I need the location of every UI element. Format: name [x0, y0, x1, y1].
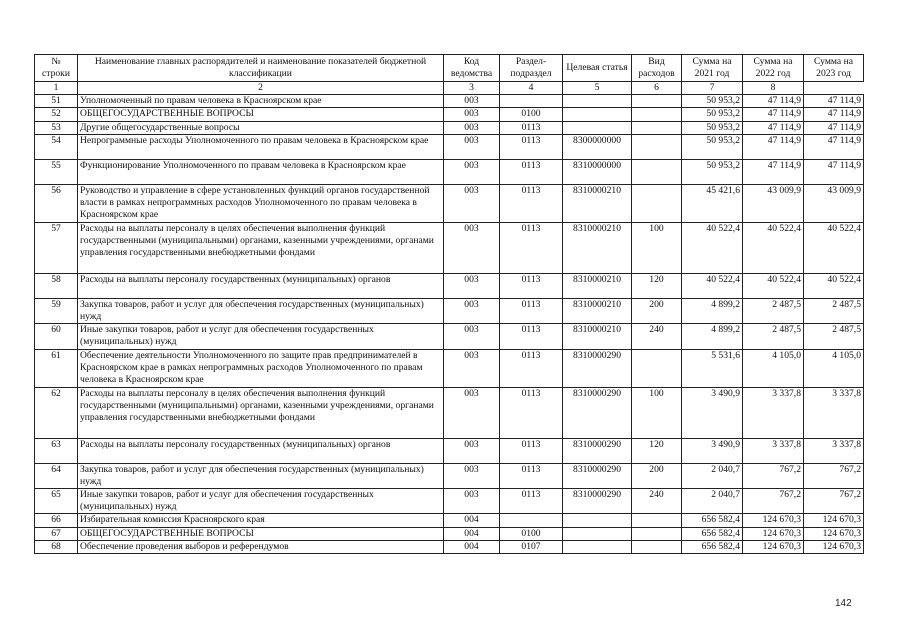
cell-name: Расходы на выплаты персоналу государственных (муниципальных) органов	[78, 273, 444, 298]
cell-sum-2023: 47 114,9	[804, 134, 864, 159]
table-row	[35, 349, 864, 387]
cell-dept: 003	[444, 489, 500, 514]
cell-section: 0107	[500, 540, 563, 553]
cell-sum-2023: 47 114,9	[804, 121, 864, 134]
cell-row-no: 64	[35, 463, 78, 488]
cell-section: 0113	[500, 159, 563, 184]
header-sum-2021: Сумма на 2021 год	[682, 55, 743, 82]
cell-name: Закупка товаров, работ и услуг для обеспечения государственных (муниципальных) нужд	[78, 463, 444, 488]
cell-row-no: 57	[35, 222, 78, 273]
cell-sum-2023: 3 337,8	[804, 387, 864, 438]
table-body	[35, 95, 864, 554]
cell-row-no: 53	[35, 121, 78, 134]
cell-type	[632, 514, 682, 527]
cell-row-no: 63	[35, 438, 78, 463]
cell-row-no: 55	[35, 159, 78, 184]
cell-dept: 003	[444, 349, 500, 387]
cell-sum-2022: 2 487,5	[743, 324, 804, 349]
cell-name: Другие общегосударственные вопросы	[78, 121, 444, 134]
cell-sum-2021: 4 899,2	[682, 324, 743, 349]
cell-sum-2022: 124 670,3	[743, 514, 804, 527]
cell-type	[632, 95, 682, 108]
cell-type: 200	[632, 463, 682, 488]
cell-dept: 003	[444, 159, 500, 184]
cell-dept: 004	[444, 540, 500, 553]
cell-target	[563, 108, 632, 121]
cell-sum-2021: 3 490,9	[682, 438, 743, 463]
cell-row-no: 60	[35, 324, 78, 349]
cell-dept: 003	[444, 463, 500, 488]
table-row	[35, 387, 864, 438]
cell-sum-2022: 767,2	[743, 463, 804, 488]
cell-target	[563, 95, 632, 108]
cell-section: 0113	[500, 438, 563, 463]
header-target-article: Целевая статья	[563, 55, 632, 82]
cell-sum-2022: 47 114,9	[743, 134, 804, 159]
header-dept-code: Код ведомства	[444, 55, 500, 82]
column-number: 2	[78, 82, 444, 95]
table-row	[35, 273, 864, 298]
cell-name: Руководство и управление в сфере установленных функций органов государственной власти в рамках непрограммных расходов Уполномоченного по правам человека в Красноярском крае	[78, 184, 444, 222]
table-row	[35, 540, 864, 553]
table-row	[35, 324, 864, 349]
cell-section: 0113	[500, 324, 563, 349]
cell-name: Уполномоченный по правам человека в Красноярском крае	[78, 95, 444, 108]
cell-sum-2023: 43 009,9	[804, 184, 864, 222]
header-expense-type: Вид расходов	[632, 55, 682, 82]
cell-sum-2021: 5 531,6	[682, 349, 743, 387]
cell-dept: 003	[444, 95, 500, 108]
cell-sum-2022: 47 114,9	[743, 95, 804, 108]
cell-sum-2023: 2 487,5	[804, 298, 864, 323]
cell-dept: 003	[444, 222, 500, 273]
cell-dept: 003	[444, 298, 500, 323]
table-row	[35, 463, 864, 488]
header-sum-2022: Сумма на 2022 год	[743, 55, 804, 82]
cell-name: Обеспечение проведения выборов и референдумов	[78, 540, 444, 553]
table-row	[35, 527, 864, 540]
cell-row-no: 61	[35, 349, 78, 387]
table-row	[35, 159, 864, 184]
cell-name: Расходы на выплаты персоналу в целях обеспечения выполнения функций государственными (муниципальными) органами, казенными учреждениями, органами управления государственными внебюджетными фондами	[78, 222, 444, 273]
column-number: 3	[444, 82, 500, 95]
cell-section: 0113	[500, 489, 563, 514]
cell-target	[563, 121, 632, 134]
cell-sum-2022: 40 522,4	[743, 222, 804, 273]
cell-type	[632, 108, 682, 121]
column-number: 7	[682, 82, 743, 95]
cell-name: Функционирование Уполномоченного по правам человека в Красноярском крае	[78, 159, 444, 184]
column-number: 1	[35, 82, 78, 95]
cell-dept: 004	[444, 514, 500, 527]
cell-section: 0100	[500, 527, 563, 540]
cell-row-no: 54	[35, 134, 78, 159]
table-row	[35, 298, 864, 323]
cell-dept: 003	[444, 324, 500, 349]
cell-section: 0113	[500, 298, 563, 323]
cell-sum-2022: 124 670,3	[743, 540, 804, 553]
cell-target	[563, 514, 632, 527]
cell-type	[632, 527, 682, 540]
cell-row-no: 67	[35, 527, 78, 540]
table-row	[35, 121, 864, 134]
cell-type: 100	[632, 387, 682, 438]
cell-dept: 004	[444, 527, 500, 540]
cell-sum-2023: 47 114,9	[804, 159, 864, 184]
cell-sum-2021: 45 421,6	[682, 184, 743, 222]
cell-target: 8310000290	[563, 349, 632, 387]
cell-row-no: 65	[35, 489, 78, 514]
cell-dept: 003	[444, 121, 500, 134]
cell-section: 0113	[500, 273, 563, 298]
cell-name: Расходы на выплаты персоналу государственных (муниципальных) органов	[78, 438, 444, 463]
column-number: 6	[632, 82, 682, 95]
cell-sum-2023: 3 337,8	[804, 438, 864, 463]
cell-sum-2023: 124 670,3	[804, 514, 864, 527]
cell-type: 120	[632, 273, 682, 298]
cell-dept: 003	[444, 387, 500, 438]
cell-row-no: 58	[35, 273, 78, 298]
cell-sum-2023: 40 522,4	[804, 222, 864, 273]
table-row	[35, 514, 864, 527]
cell-sum-2022: 3 337,8	[743, 387, 804, 438]
cell-section: 0113	[500, 463, 563, 488]
cell-sum-2023: 767,2	[804, 463, 864, 488]
page-number: 142	[835, 598, 852, 609]
cell-name: Иные закупки товаров, работ и услуг для обеспечения государственных (муниципальных) нужд	[78, 324, 444, 349]
header-section: Раздел-подраздел	[500, 55, 563, 82]
cell-dept: 003	[444, 273, 500, 298]
cell-sum-2021: 656 582,4	[682, 540, 743, 553]
cell-target: 8310000210	[563, 273, 632, 298]
cell-target: 8310000290	[563, 387, 632, 438]
cell-row-no: 68	[35, 540, 78, 553]
cell-type	[632, 121, 682, 134]
cell-dept: 003	[444, 438, 500, 463]
cell-name: Иные закупки товаров, работ и услуг для обеспечения государственных (муниципальных) нужд	[78, 489, 444, 514]
cell-row-no: 59	[35, 298, 78, 323]
cell-sum-2021: 50 953,2	[682, 159, 743, 184]
cell-sum-2023: 124 670,3	[804, 527, 864, 540]
budget-table	[34, 54, 864, 554]
cell-sum-2022: 124 670,3	[743, 527, 804, 540]
cell-section	[500, 95, 563, 108]
cell-type: 120	[632, 438, 682, 463]
cell-target: 8310000210	[563, 324, 632, 349]
cell-type	[632, 134, 682, 159]
cell-target: 8300000000	[563, 134, 632, 159]
cell-target: 8310000210	[563, 222, 632, 273]
header-sum-2023: Сумма на 2023 год	[804, 55, 864, 82]
cell-section: 0113	[500, 349, 563, 387]
cell-section: 0113	[500, 134, 563, 159]
cell-sum-2023: 2 487,5	[804, 324, 864, 349]
header-name: Наименование главных распорядителей и наименование показателей бюджетной классификации	[78, 55, 444, 82]
cell-sum-2022: 43 009,9	[743, 184, 804, 222]
cell-name: ОБЩЕГОСУДАРСТВЕННЫЕ ВОПРОСЫ	[78, 108, 444, 121]
cell-type: 240	[632, 324, 682, 349]
cell-name: Непрограммные расходы Уполномоченного по правам человека в Красноярском крае	[78, 134, 444, 159]
cell-target	[563, 527, 632, 540]
cell-target	[563, 540, 632, 553]
cell-name: Обеспечение деятельности Уполномоченного по защите прав предпринимателей в Красноярском крае в рамках непрограммных расходов Уполномоченного по правам человека в Красноярском крае	[78, 349, 444, 387]
cell-name: Избирательная комиссия Красноярского края	[78, 514, 444, 527]
cell-sum-2021: 40 522,4	[682, 222, 743, 273]
cell-type	[632, 184, 682, 222]
cell-sum-2021: 50 953,2	[682, 134, 743, 159]
cell-target: 8310000290	[563, 489, 632, 514]
column-number-row	[35, 82, 864, 95]
cell-name: ОБЩЕГОСУДАРСТВЕННЫЕ ВОПРОСЫ	[78, 527, 444, 540]
cell-row-no: 52	[35, 108, 78, 121]
table-row	[35, 134, 864, 159]
cell-sum-2023: 767,2	[804, 489, 864, 514]
cell-sum-2022: 3 337,8	[743, 438, 804, 463]
table-row	[35, 438, 864, 463]
cell-sum-2023: 47 114,9	[804, 95, 864, 108]
cell-type: 240	[632, 489, 682, 514]
cell-sum-2021: 50 953,2	[682, 121, 743, 134]
cell-sum-2022: 40 522,4	[743, 273, 804, 298]
cell-target: 8310000290	[563, 438, 632, 463]
cell-row-no: 56	[35, 184, 78, 222]
cell-sum-2021: 4 899,2	[682, 298, 743, 323]
cell-sum-2021: 3 490,9	[682, 387, 743, 438]
table-row	[35, 108, 864, 121]
cell-sum-2022: 47 114,9	[743, 159, 804, 184]
cell-sum-2021: 50 953,2	[682, 95, 743, 108]
cell-sum-2023: 124 670,3	[804, 540, 864, 553]
column-number: 5	[563, 82, 632, 95]
cell-row-no: 66	[35, 514, 78, 527]
cell-sum-2022: 2 487,5	[743, 298, 804, 323]
cell-target: 8310000000	[563, 159, 632, 184]
cell-sum-2022: 47 114,9	[743, 121, 804, 134]
cell-sum-2023: 47 114,9	[804, 108, 864, 121]
cell-sum-2021: 656 582,4	[682, 514, 743, 527]
cell-section: 0113	[500, 222, 563, 273]
column-number: 8	[743, 82, 804, 95]
cell-name: Расходы на выплаты персоналу в целях обеспечения выполнения функций государственными (муниципальными) органами, казенными учреждениями, органами управления государственными внебюджетными фондами	[78, 387, 444, 438]
cell-type: 100	[632, 222, 682, 273]
cell-type: 200	[632, 298, 682, 323]
cell-target: 8310000210	[563, 184, 632, 222]
header-row-no: № строки	[35, 55, 78, 82]
cell-section: 0100	[500, 108, 563, 121]
cell-sum-2021: 40 522,4	[682, 273, 743, 298]
cell-sum-2021: 2 040,7	[682, 463, 743, 488]
cell-section: 0113	[500, 184, 563, 222]
cell-type	[632, 349, 682, 387]
cell-sum-2021: 50 953,2	[682, 108, 743, 121]
cell-sum-2022: 47 114,9	[743, 108, 804, 121]
header-row	[35, 55, 864, 82]
cell-section: 0113	[500, 387, 563, 438]
cell-sum-2023: 4 105,0	[804, 349, 864, 387]
table-row	[35, 184, 864, 222]
cell-target: 8310000290	[563, 463, 632, 488]
cell-section: 0113	[500, 121, 563, 134]
cell-dept: 003	[444, 184, 500, 222]
cell-sum-2021: 656 582,4	[682, 527, 743, 540]
cell-section	[500, 514, 563, 527]
cell-row-no: 51	[35, 95, 78, 108]
cell-sum-2021: 2 040,7	[682, 489, 743, 514]
cell-dept: 003	[444, 108, 500, 121]
cell-type	[632, 159, 682, 184]
column-number: 4	[500, 82, 563, 95]
cell-row-no: 62	[35, 387, 78, 438]
cell-name: Закупка товаров, работ и услуг для обеспечения государственных (муниципальных) нужд	[78, 298, 444, 323]
table-row	[35, 222, 864, 273]
table-row	[35, 489, 864, 514]
cell-target: 8310000210	[563, 298, 632, 323]
cell-sum-2022: 4 105,0	[743, 349, 804, 387]
table-row	[35, 95, 864, 108]
cell-sum-2023: 40 522,4	[804, 273, 864, 298]
cell-dept: 003	[444, 134, 500, 159]
cell-type	[632, 540, 682, 553]
cell-sum-2022: 767,2	[743, 489, 804, 514]
